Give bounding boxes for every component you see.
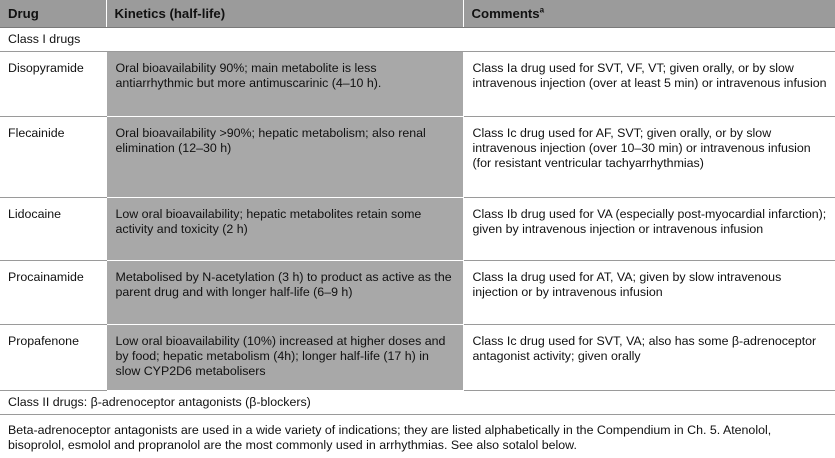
drug-name: Disopyramide xyxy=(0,51,106,116)
drug-name: Procainamide xyxy=(0,260,106,324)
header-row xyxy=(0,0,835,27)
section-class1: Class I drugs xyxy=(0,27,835,51)
table-row xyxy=(0,260,835,324)
drug-name: Flecainide xyxy=(0,116,106,197)
drug-name: Lidocaine xyxy=(0,197,106,260)
header-comments-label: Comments xyxy=(471,6,540,22)
table-row xyxy=(0,116,835,197)
beta-blocker-note: Beta-adrenoceptor antagonists are used in a wide variety of indications; they are listed alphabetically in the Compendium in Ch. 5. Atenolol, bisoprolol, esmolol and propranolol are the most commonly used in arrhythmias. See also sotalol below. xyxy=(8,422,772,452)
footnote-marker: a xyxy=(539,5,545,15)
comments-cell: Class Ib drug used for VA (especially post-myocardial infarction); given by intravenous injection or intravenous infusion xyxy=(463,197,835,260)
comments-cell: Class Ia drug used for SVT, VF, VT; given orally, or by slow intravenous injection (over at least 5 min) or intravenous infusion xyxy=(463,51,835,116)
comments-cell: Class Ic drug used for AF, SVT; given orally, or by slow intravenous injection (over 10–30 min) or intravenous infusion (for resistant ventricular tachyarrhythmias) xyxy=(463,116,835,197)
header-kinetics: Kinetics (half-life) xyxy=(106,0,463,27)
kinetics-cell: Oral bioavailability 90%; main metabolite is less antiarrhythmic but more antimuscarinic (4–10 h). xyxy=(106,51,463,116)
comments-cell: Class Ic drug used for SVT, VA; also has some β-adrenoceptor antagonist activity; given orally xyxy=(463,324,835,390)
table-row xyxy=(0,324,835,390)
drug-name: Propafenone xyxy=(0,324,106,390)
section-class2: Class II drugs: β-adrenoceptor antagonists (β-blockers) xyxy=(0,390,835,414)
header-drug: Drug xyxy=(0,0,106,27)
section-row xyxy=(0,27,835,51)
header-comments xyxy=(463,0,835,27)
table-row xyxy=(0,51,835,116)
kinetics-cell: Oral bioavailability >90%; hepatic metabolism; also renal elimination (12–30 h) xyxy=(106,116,463,197)
section-row xyxy=(0,390,835,414)
kinetics-cell: Metabolised by N-acetylation (3 h) to product as active as the parent drug and with longer half-life (6–9 h) xyxy=(106,260,463,324)
kinetics-cell: Low oral bioavailability; hepatic metabolites retain some activity and toxicity (2 h) xyxy=(106,197,463,260)
kinetics-cell: Low oral bioavailability (10%) increased at higher doses and by food; hepatic metabolism (4h); longer half-life (17 h) in slow CYP2D6 metabolisers xyxy=(106,324,463,390)
comments-cell: Class Ia drug used for AT, VA; given by slow intravenous injection or by intravenous infusion xyxy=(463,260,835,324)
table-row xyxy=(0,197,835,260)
note-row xyxy=(0,414,835,458)
